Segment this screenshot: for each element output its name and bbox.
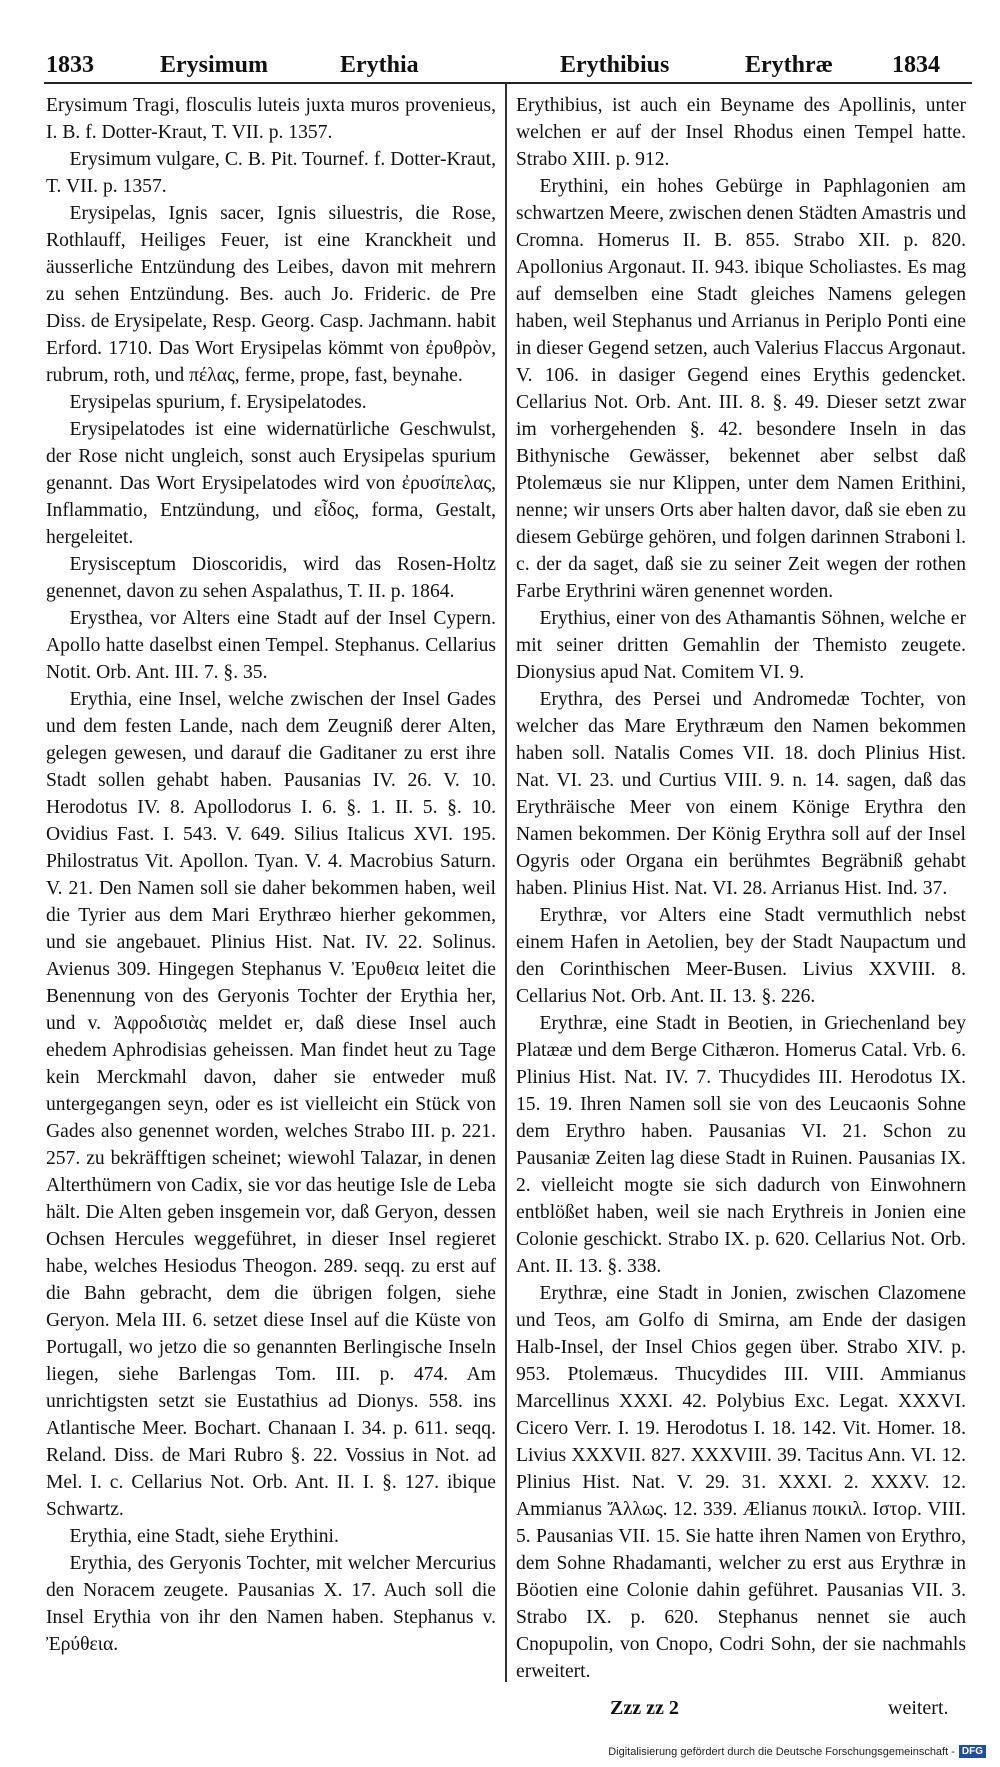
entry-erythini: Erythini, ein hohes Gebürge in Paphlagonien am schwartzen Meere, zwischen denen Städten Amastris und Cromna. Homerus II. B. 855. Strabo XII. p. 820. Apollonius Argonaut. II. 943. ibique Scholiastes. Es mag auf demselben eine Stadt gleiches Namens gelegen haben, weil Stephanus und Arrianus in Periplo Ponti eine in dieser Gegend setzen, auch Valerius Flaccus Argonaut. V. 106. in dasiger Gegend eines Erythis gedencket. Cellarius Not. Orb. Ant. III. 8. §. 49. Dieser setzt zwar im vorhergehenden §. 42. besondere Inseln in das Bithynische Gewässer, bekennet aber selbst daß Ptolemæus sie nur Klippen, unter dem Namen Erithini, nenne; wir unsers Orts aber halten davor, daß sie eben zu diesem Gebürge gehören, und folgen darinnen Straboni l. c. der da saget, daß sie zu seiner Zeit wegen der rothen Farbe Erythrini wären genennet worden. [516, 176, 966, 602]
left-header-word: Erysimum [160, 52, 268, 78]
column-divider [505, 82, 507, 1682]
entry-erythia-insel: Erythia, eine Insel, welche zwischen der Insel Gades und dem festen Lande, nach dem Zeugniß derer Alten, gelegen gewesen, und darauf die Gaditaner zu erst ihre Stadt sollen gehabt haben. Pausanias IV. 26. V. 10. Herodotus IV. 8. Apollodorus I. 6. §. 1. II. 5. §. 10. Ovidius Fast. I. 543. V. 649. Silius Italicus XVI. 195. Philostratus Vit. Apollon. Tyan. V. 4. Macrobius Saturn. V. 21. Den Namen soll sie daher bekommen haben, weil die Tyrier aus dem Mari Erythræo hierher gekommen, und sie angebauet. Plinius Hist. Nat. IV. 22. Solinus. Avienus 309. Hingegen Stephanus V. Ἐρυθεια leitet die Benennung von des Geryonis Tochter der Erythia her, und v. Ἀφροδισιὰς meldet er, daß diese Insel auch ehedem Aphrodisias geheissen. Man findet heut zu Tage kein Merckmahl davon, daher sie entweder muß untergegangen seyn, oder es ist vielleicht ein Stück von Gades also genennet worden, welches Strabo III. p. 221. 257. zu bekräfftigen scheinet; wiewohl Talazar, in denen Alterthümern von Cadix, sie vor das heutige Isle de Leba hält. Die Alten geben insgemein vor, daß Geryon, dessen Ochsen Hercules weggeführet, in dieser Insel regieret habe, welches Hesiodus Theogon. 289. seqq. zu erst auf die Bahn gebracht, dem die übrigen folgen, siehe Geryon. Mela III. 6. setzet diese Insel auf die Küste von Portugall, wo jetzo die so genannten Berlingische Inseln liegen, siehe Barlengas Tom. III. p. 474. Am unrichtigsten setzt sie Eustathius ad Dionys. 558. ins Atlantische Meer. Bochart. Chanaan I. 34. p. 611. seqq. Reland. Diss. de Mari Rubro §. 22. Vossius in Not. ad Mel. I. c. Cellarius Not. Orb. Ant. II. I. §. 127. ibique Schwartz. [46, 689, 496, 1520]
entry-erysipelatodes: Erysipelatodes ist eine widernatürliche Geschwulst, der Rose nicht ungleich, sonst auch Erysipelas spurium genannt. Das Wort Erysipelatodes wird von ἐρυσίπελας, Inflammatio, Entzündung, und εἶδος, forma, Gestalt, hergeleitet. [46, 419, 496, 548]
entry-erysisceptum: Erysisceptum Dioscoridis, wird das Rosen-Holtz genennet, davon zu sehen Aspalathus, T. II. p. 1864. [46, 554, 496, 602]
footer-credit [608, 1745, 986, 1758]
entry-erysimum-vulgare: Erysimum vulgare, C. B. Pit. Tournef. f. Dotter-Kraut, T. VII. p. 1357. [46, 149, 496, 197]
footer-text: Digitalisierung gefördert durch die Deutsche Forschungsgemeinschaft - [608, 1745, 955, 1758]
catchword: weitert. [888, 1697, 949, 1719]
right-page-number: 1834 [892, 52, 940, 78]
right-column [516, 92, 966, 1685]
entry-erythrae-beotien: Erythræ, eine Stadt in Beotien, in Griechenland bey Platææ und dem Berge Cithæron. Homerus Catal. Vrb. 6. Plinius Hist. Nat. IV. 7. Thucydides III. Herodotus IX. 15. 19. Ihren Namen soll sie von des Leucaonis Sohne dem Erythro haben. Pausanias VI. 21. Schon zu Pausaniæ Zeiten lag diese Stadt in Ruinen. Pausanias IX. 2. vielleicht mogte sie sich dadurch von Einwohnern entblößet haben, weil sie nach Erythreis in Jonien eine Colonie geschickt. Strabo IX. p. 620. Cellarius Not. Orb. Ant. II. 13. §. 338. [516, 1013, 966, 1277]
left-header-word-2: Erythia [340, 52, 419, 78]
left-page-number: 1833 [46, 52, 94, 78]
entry-erythrae-aetolien: Erythræ, vor Alters eine Stadt vermuthlich nebst einem Hafen in Aetolien, bey der Stadt Naupactum und den Corinthischen Meer-Busen. Livius XXVIII. 8. Cellarius Not. Orb. Ant. II. 13. §. 226. [516, 905, 966, 1007]
signature-mark: Zzz zz 2 [610, 1697, 679, 1719]
entry-erysthea: Erysthea, vor Alters eine Stadt auf der Insel Cypern. Apollo hatte daselbst einen Tempel. Stephanus. Cellarius Notit. Orb. Ant. III. 7. §. 35. [46, 608, 496, 683]
right-header-word: Erythibius [560, 52, 670, 78]
entry-erysipelas: Erysipelas, Ignis sacer, Ignis siluestris, die Rose, Rothlauff, Heiliges Feuer, ist eine Kranckheit und äusserliche Entzündung des Leibes, davon mit mehrern zu sehen Entzündung. Bes. auch Jo. Frideric. de Pre Diss. de Erysipelate, Resp. Georg. Casp. Jachmann. habit Erford. 1710. Das Wort Erysipelas kömmt von ἐρυθρὸν, rubrum, roth, und πέλας, ferme, prope, fast, beynahe. [46, 203, 496, 386]
dfg-logo: DFG [959, 1745, 986, 1758]
header-rule [44, 82, 972, 84]
right-header-word-2: Erythræ [745, 52, 833, 78]
entry-erysimum-tragi: Erysimum Tragi, flosculis luteis juxta muros provenieus, I. B. f. Dotter-Kraut, T. VII. p. 1357. [46, 95, 496, 143]
entry-erythia-tochter: Erythia, des Geryonis Tochter, mit welcher Mercurius den Noracem zeugete. Pausanias X. 17. Auch soll die Insel Erythia von ihr den Namen haben. Stephanus v. Ἐρύθεια. [46, 1553, 496, 1655]
entry-erythrae-jonien: Erythræ, eine Stadt in Jonien, zwischen Clazomene und Teos, am Golfo di Smirna, am Ende der dasigen Halb-Insel, der Insel Chios gegen über. Strabo XIV. p. 953. Ptolemæus. Thucydides III. VIII. Ammianus Marcellinus XXXI. 42. Polybius Exc. Legat. XXXVI. Cicero Verr. I. 19. Herodotus I. 18. 142. Vit. Homer. 18. Livius XXXVII. 827. XXXVIII. 39. Tacitus Ann. VI. 12. Plinius Hist. Nat. V. 29. 31. XXXI. 2. XXXV. 12. Ammianus Ἄλλως. 12. 339. Ælianus ποικιλ. Ιστορ. VIII. 5. Pausanias VII. 15. Sie hatte ihren Namen von Erythro, dem Sohne Rhadamanti, welcher zu erst aus Erythræ in Böotien eine Colonie dahin geführet. Pausanias VII. 3. Strabo IX. p. 620. Stephanus nennet sie auch Cnopupolin, von Cnopo, Codri Sohn, der sie nachmahls erweitert. [516, 1283, 966, 1682]
entry-erythra: Erythra, des Persei und Andromedæ Tochter, von welcher das Mare Erythræum den Namen bekommen haben soll. Natalis Comes VII. 18. doch Plinius Hist. Nat. VI. 23. und Curtius VIII. 9. n. 14. sagen, daß das Erythräische Meer von einem Könige Erythra den Namen bekommen. Der König Erythra soll auf der Insel Ogyris oder Organa ein berühmtes Begräbniß gehabt haben. Plinius Hist. Nat. VI. 28. Arrianus Hist. Ind. 37. [516, 689, 966, 899]
entry-erysipelas-spurium: Erysipelas spurium, f. Erysipelatodes. [69, 392, 367, 413]
entry-erythius: Erythius, einer von des Athamantis Söhnen, welche er mit seiner dritten Gemahlin der Themisto zeugete. Dionysius apud Nat. Comitem VI. 9. [516, 608, 966, 683]
entry-erythia-stadt: Erythia, eine Stadt, siehe Erythini. [69, 1526, 339, 1547]
left-column [46, 92, 496, 1658]
entry-erythibius: Erythibius, ist auch ein Beyname des Apollinis, unter welchen er auf der Insel Rhodus einen Tempel hatte. Strabo XIII. p. 912. [516, 95, 966, 170]
